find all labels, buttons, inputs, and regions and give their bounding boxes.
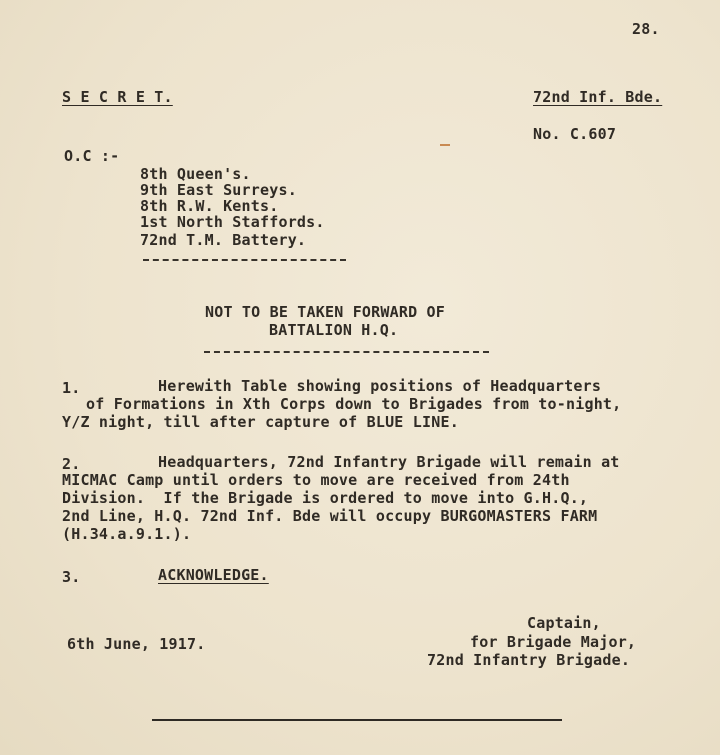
paragraph-number: 2. bbox=[62, 455, 81, 473]
classification-heading: S E C R E T. bbox=[62, 88, 173, 106]
signature-role: for Brigade Major, bbox=[470, 633, 637, 651]
signature-rank: Captain, bbox=[527, 614, 601, 632]
from-unit: 72nd Inf. Bde. bbox=[533, 88, 663, 106]
paragraph-number: 1. bbox=[62, 379, 81, 397]
paragraph-text: Headquarters, 72nd Infantry Brigade will remain at bbox=[158, 453, 620, 471]
addressee-unit: 8th R.W. Kents. bbox=[140, 197, 279, 215]
caution-line-1: NOT TO BE TAKEN FORWARD OF bbox=[205, 303, 445, 321]
paragraph-text: 2nd Line, H.Q. 72nd Inf. Bde will occupy BURGOMASTERS FARM bbox=[62, 507, 598, 525]
closing-rule bbox=[152, 719, 562, 721]
paragraph-text: Division. If the Brigade is ordered to move into G.H.Q., bbox=[62, 489, 589, 507]
paragraph-text: MICMAC Camp until orders to move are received from 24th bbox=[62, 471, 570, 489]
divider-dashed bbox=[204, 351, 489, 353]
addressee-unit: 72nd T.M. Battery. bbox=[140, 231, 307, 249]
addressee-label: O.C :- bbox=[64, 147, 120, 165]
document-date: 6th June, 1917. bbox=[67, 635, 206, 653]
ink-mark bbox=[440, 144, 450, 146]
paragraph-number: 3. bbox=[62, 568, 81, 586]
paragraph-text: of Formations in Xth Corps down to Brigades from to-night, bbox=[86, 395, 622, 413]
addressee-unit: 8th Queen's. bbox=[140, 165, 251, 183]
addressee-unit: 1st North Staffords. bbox=[140, 213, 325, 231]
acknowledge-instruction: ACKNOWLEDGE. bbox=[158, 566, 269, 584]
divider-dashed bbox=[143, 259, 346, 261]
addressee-unit: 9th East Surreys. bbox=[140, 181, 297, 199]
page-number: 28. bbox=[632, 20, 660, 38]
signature-unit: 72nd Infantry Brigade. bbox=[427, 651, 631, 669]
caution-line-2: BATTALION H.Q. bbox=[269, 321, 399, 339]
paragraph-text: (H.34.a.9.1.). bbox=[62, 525, 192, 543]
paragraph-text: Y/Z night, till after capture of BLUE LINE. bbox=[62, 413, 459, 431]
reference-number: No. C.607 bbox=[533, 125, 617, 143]
paragraph-text: Herewith Table showing positions of Headquarters bbox=[158, 377, 602, 395]
